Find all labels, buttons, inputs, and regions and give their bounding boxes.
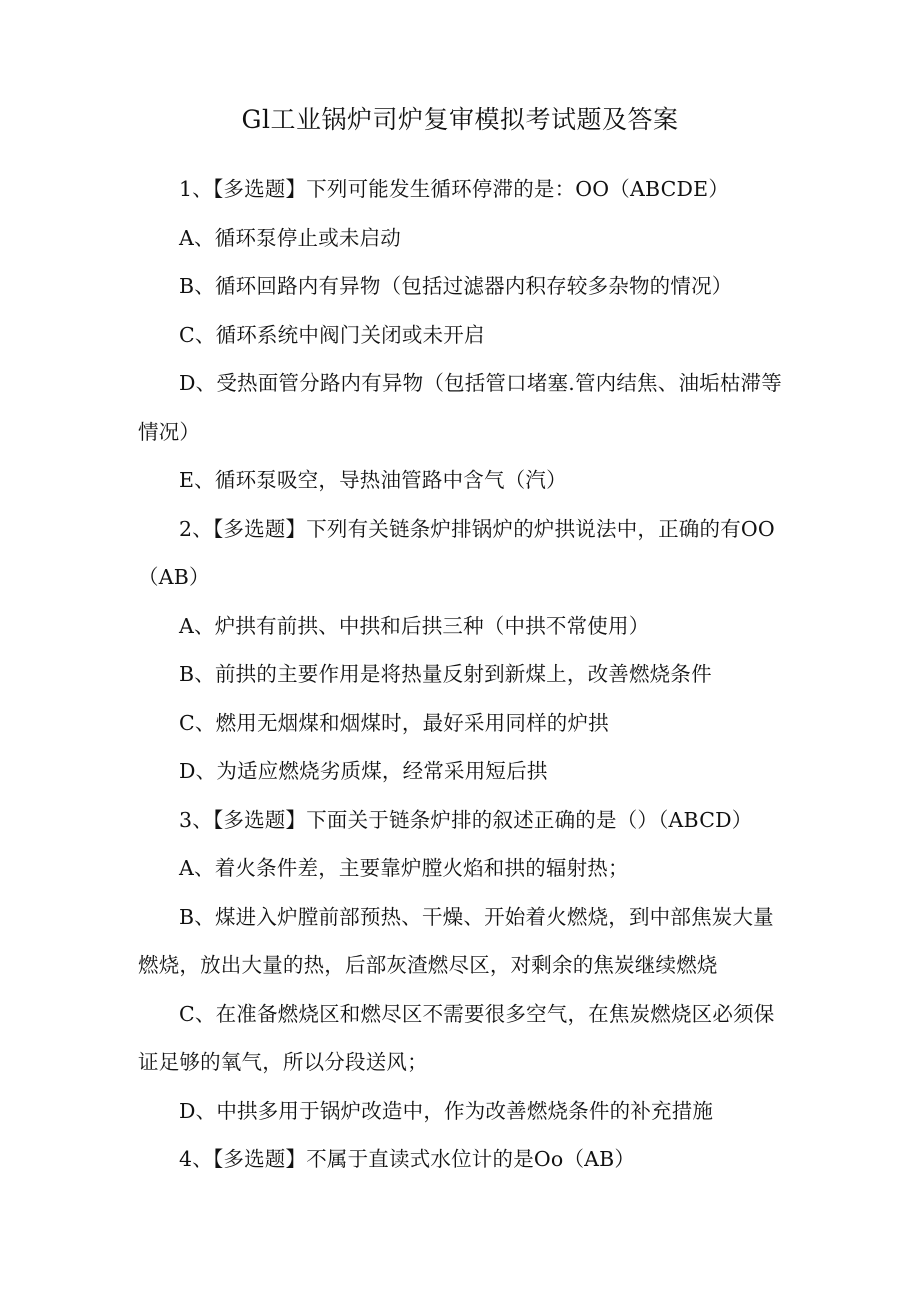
question-3-option-d: D、中拱多用于锅炉改造中，作为改善燃烧条件的补充措施 xyxy=(179,1098,714,1123)
question-1-option-a: A、循环泵停止或未启动 xyxy=(179,225,402,250)
question-2-option-d: D、为适应燃烧劣质煤，经常采用短后拱 xyxy=(179,759,548,783)
question-1-option-b: B、循环回路内有异物（包括过滤器内积存较多杂物的情况） xyxy=(179,274,733,298)
document-body xyxy=(138,165,786,1184)
question-3-option-b: B、煤进入炉膛前部预热、干燥、开始着火燃烧，到中部焦炭大量燃烧，放出大量的热，后部灰渣燃尽区，对剩余的焦炭继续燃烧 xyxy=(138,904,774,977)
question-3-stem: 3、【多选题】下面关于链条炉排的叙述正确的是（）（ABCD） xyxy=(179,807,753,832)
question-2-option-a: A、炉拱有前拱、中拱和后拱三种（中拱不常使用） xyxy=(179,613,650,638)
question-4-stem: 4、【多选题】不属于直读式水位计的是Oo（AB） xyxy=(179,1147,636,1171)
question-2-stem: 2、【多选题】下列有关链条炉排锅炉的炉拱说法中，正确的有OO（AB） xyxy=(138,516,775,589)
question-1-option-c: C、循环系统中阀门关闭或未开启 xyxy=(179,322,485,347)
document-title: Gl工业锅炉司炉复审模拟考试题及答案 xyxy=(241,105,679,134)
question-2-option-b: B、前拱的主要作用是将热量反射到新煤上，改善燃烧条件 xyxy=(179,662,712,686)
question-1-option-e: E、循环泵吸空，导热油管路中含气（汽） xyxy=(179,468,567,492)
question-1-option-d: D、受热面管分路内有异物（包括管口堵塞.管内结焦、油垢枯滞等情况） xyxy=(138,371,782,444)
question-1-stem: 1、【多选题】下列可能发生循环停滞的是：OO（ABCDE） xyxy=(179,177,730,201)
question-3-option-a: A、着火条件差，主要靠炉膛火焰和拱的辐射热； xyxy=(179,856,629,880)
question-3-option-c: C、在准备燃烧区和燃尽区不需要很多空气，在焦炭燃烧区必须保证足够的氧气，所以分段送风； xyxy=(138,1001,775,1074)
question-2-option-c: C、燃用无烟煤和烟煤时，最好采用同样的炉拱 xyxy=(179,710,609,735)
